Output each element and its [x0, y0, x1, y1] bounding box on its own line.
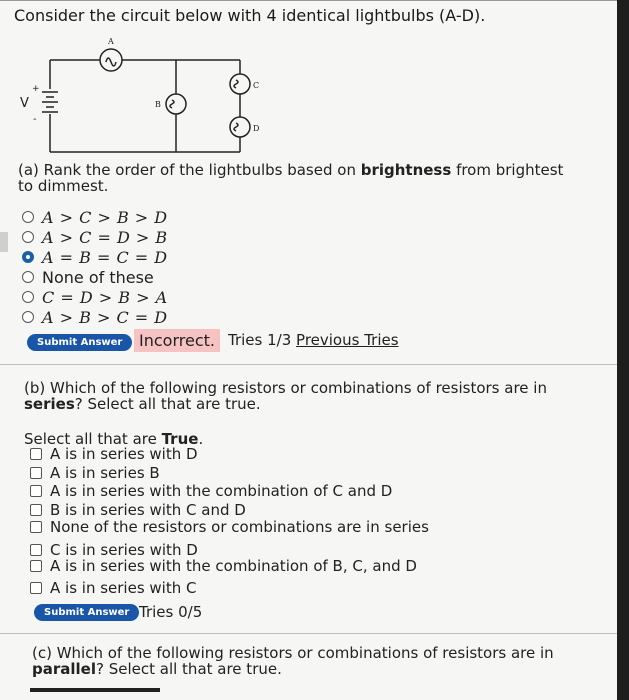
circuit-diagram: [20, 34, 270, 159]
label-b: B: [155, 100, 161, 109]
option-b-8[interactable]: A is in series with C: [30, 579, 196, 597]
problem-title: Consider the circuit below with 4 identical lightbulbs (A-D).: [14, 6, 486, 25]
question-b: (b) Which of the following resistors or combinations of resistors are in series? Select all that are true.: [24, 379, 547, 413]
bulb-c-icon: [230, 74, 250, 94]
option-b-6[interactable]: C is in series with D: [30, 541, 198, 559]
radio-button[interactable]: [22, 211, 34, 223]
option-a-5[interactable]: C = D > B > A: [22, 287, 168, 307]
option-a-3[interactable]: A = B = C = D: [22, 247, 168, 267]
bulb-b-icon: [166, 94, 186, 114]
radio-button[interactable]: [22, 291, 34, 303]
radio-button[interactable]: [22, 271, 34, 283]
top-rule: [0, 0, 617, 1]
label-c: C: [253, 81, 260, 90]
label-v: V: [20, 96, 29, 111]
checkbox[interactable]: [30, 560, 42, 572]
checkbox[interactable]: [30, 467, 42, 479]
question-c: (c) Which of the following resistors or combinations of resistors are in parallel? Select all that are true.: [32, 644, 554, 678]
submit-button-a[interactable]: Submit Answer: [27, 334, 132, 351]
bulb-a-icon: [100, 49, 122, 71]
option-b-1[interactable]: A is in series with D: [30, 445, 198, 463]
label-a: A: [108, 37, 114, 46]
option-a-6[interactable]: A > B > C = D: [22, 307, 168, 327]
scroll-indicator: [30, 688, 160, 692]
label-d: D: [253, 124, 260, 133]
previous-tries-link[interactable]: Previous Tries: [296, 331, 399, 349]
select-all-instruction: Select all that are True.: [24, 430, 204, 448]
checkbox[interactable]: [30, 582, 42, 594]
option-b-5[interactable]: None of the resistors or combinations are in series: [30, 518, 429, 536]
option-b-2[interactable]: A is in series B: [30, 464, 160, 482]
section-divider: [0, 364, 617, 365]
tries-info-a: Tries 1/3 Previous Tries: [228, 331, 399, 349]
option-b-7[interactable]: A is in series with the combination of B, C, and D: [30, 557, 417, 575]
checkbox[interactable]: [30, 521, 42, 533]
checkbox[interactable]: [30, 485, 42, 497]
option-a-1[interactable]: A > C > B > D: [22, 207, 168, 227]
focus-indicator: [0, 232, 8, 252]
radio-button[interactable]: [22, 311, 34, 323]
bulb-d-icon: [230, 117, 250, 137]
option-a-4[interactable]: None of these: [22, 267, 154, 287]
tries-info-b: Tries 0/5: [139, 603, 203, 621]
option-a-2[interactable]: A > C = D > B: [22, 227, 168, 247]
window-edge: [617, 0, 629, 700]
option-b-3[interactable]: A is in series with the combination of C and D: [30, 482, 392, 500]
radio-button[interactable]: [22, 231, 34, 243]
section-divider: [0, 633, 617, 634]
checkbox[interactable]: [30, 504, 42, 516]
radio-button-selected[interactable]: [22, 251, 34, 263]
label-minus: -: [33, 114, 37, 125]
question-a: (a) Rank the order of the lightbulbs based on brightness from brightest to dimmest.: [18, 161, 564, 195]
option-b-4[interactable]: B is in series with C and D: [30, 501, 246, 519]
checkbox[interactable]: [30, 448, 42, 460]
submit-button-b[interactable]: Submit Answer: [34, 604, 139, 621]
label-plus: +: [32, 84, 40, 94]
result-badge: Incorrect.: [134, 329, 220, 352]
checkbox[interactable]: [30, 544, 42, 556]
